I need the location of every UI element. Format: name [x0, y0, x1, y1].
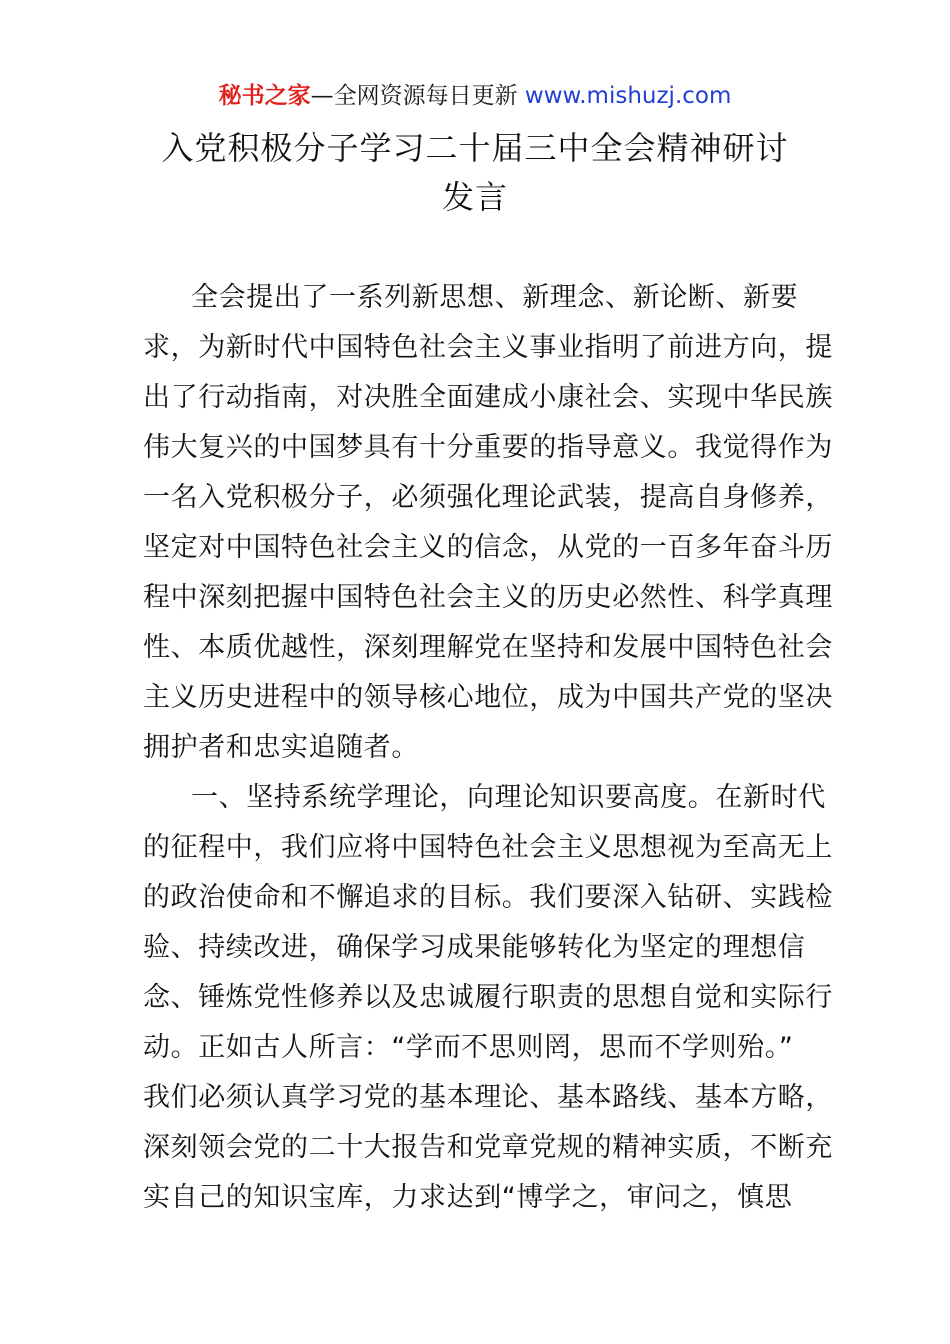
document-title [120, 124, 830, 222]
title-line-1: 入党积极分子学习二十届三中全会精神研讨 [161, 129, 789, 167]
paragraph-line: 伟大复兴的中国梦具有十分重要的指导意义。我觉得作为 [143, 432, 833, 463]
paragraph-line: 主义历史进程中的领导核心地位，成为中国共产党的坚决 [143, 682, 833, 713]
title-line-2: 发言 [441, 178, 508, 216]
document-body [143, 273, 833, 1223]
paragraph-line: 坚定对中国特色社会主义的信念，从党的一百多年奋斗历 [143, 532, 833, 563]
paragraph-line: 我们必须认真学习党的基本理论、基本路线、基本方略， [143, 1082, 833, 1113]
paragraph-line: 一、坚持系统学理论，向理论知识要高度。在新时代 [191, 782, 826, 813]
site-header [0, 80, 950, 112]
paragraph-line: 动。正如古人所言：“学而不思则罔，思而不学则殆。” [143, 1032, 794, 1063]
paragraph-line: 的征程中，我们应将中国特色社会主义思想视为至高无上 [143, 832, 833, 863]
paragraph-line: 验、持续改进，确保学习成果能够转化为坚定的理想信 [143, 932, 806, 963]
paragraph-line: 实自己的知识宝库，力求达到“博学之，审问之，慎思 [143, 1182, 793, 1213]
site-tagline: —全网资源每日更新 [310, 83, 525, 109]
paragraph-line: 全会提出了一系列新思想、新理念、新论断、新要 [191, 282, 799, 313]
paragraph-line: 念、锤炼党性修养以及忠诚履行职责的思想自觉和实际行 [143, 982, 833, 1013]
paragraph-line: 一名入党积极分子，必须强化理论武装，提高自身修养， [143, 482, 833, 513]
paragraph-line: 求，为新时代中国特色社会主义事业指明了前进方向，提 [143, 332, 833, 363]
paragraph-line: 程中深刻把握中国特色社会主义的历史必然性、科学真理 [143, 582, 833, 613]
paragraph-line: 拥护者和忠实追随者。 [143, 732, 419, 763]
site-url-link[interactable]: www.mishuzj.com [524, 83, 732, 109]
paragraph-line: 的政治使命和不懈追求的目标。我们要深入钻研、实践检 [143, 882, 833, 913]
paragraph-line: 出了行动指南，对决胜全面建成小康社会、实现中华民族 [143, 382, 833, 413]
paragraph-line: 性、本质优越性，深刻理解党在坚持和发展中国特色社会 [143, 632, 833, 663]
site-brand: 秘书之家 [218, 83, 311, 109]
paragraph-line: 深刻领会党的二十大报告和党章党规的精神实质，不断充 [143, 1132, 833, 1163]
